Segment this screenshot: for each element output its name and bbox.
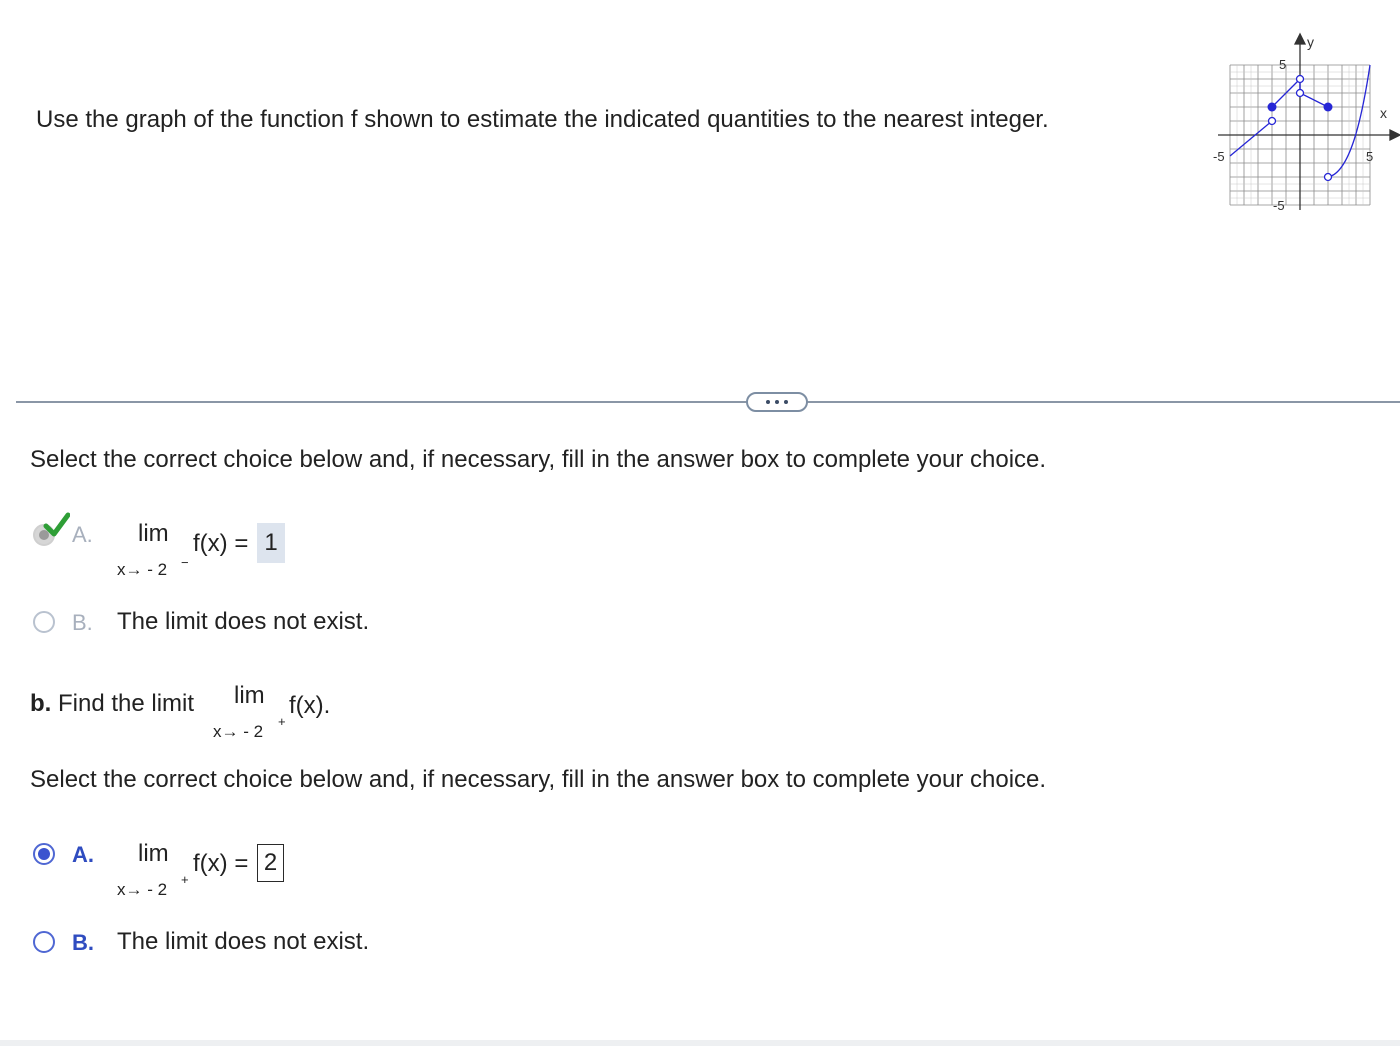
part-a-lim-superscript: − <box>181 555 189 570</box>
part-a-answer-box: 1 <box>257 523 285 563</box>
part-b-heading-lim: lim <box>234 682 265 709</box>
x-tick-left: -5 <box>1213 149 1225 164</box>
correct-check-icon <box>36 512 70 542</box>
part-b-choice-b-text[interactable]: The limit does not exist. <box>117 928 370 955</box>
part-b-heading-lim-subscript: x→ - 2 <box>213 722 264 741</box>
y-axis-arrow-icon <box>1295 34 1305 44</box>
x-axis-label: x <box>1380 105 1387 121</box>
part-a-fx-text: f(x) = <box>193 530 249 557</box>
part-b-lim-superscript: + <box>181 872 189 887</box>
part-b-label: b. <box>30 690 52 717</box>
part-b-lim-subscript: x→ - 2 <box>117 880 168 899</box>
part-b-heading-fx: f(x). <box>289 692 331 719</box>
part-b-prompt: Select the correct choice below and, if necessary, fill in the answer box to complete your choice. <box>30 766 1047 793</box>
y-axis-label: y <box>1307 34 1314 50</box>
bottom-bar <box>0 1040 1400 1046</box>
function-graph[interactable] <box>1210 28 1400 218</box>
part-a-choice-a-letter: A. <box>72 522 93 547</box>
dot-icon <box>775 400 779 404</box>
open-point <box>1325 174 1332 181</box>
y-tick-bottom: -5 <box>1273 198 1285 213</box>
part-b-answer-input[interactable]: 2 <box>257 844 284 882</box>
part-b-choice-b-radio[interactable] <box>33 931 55 953</box>
part-a-lim-subscript: x→ - 2 <box>117 560 168 579</box>
filled-point <box>1268 103 1277 112</box>
open-point <box>1297 90 1304 97</box>
graph-axes <box>1218 34 1400 210</box>
part-b-choice-a-letter: A. <box>72 842 94 867</box>
part-b-fx-text: f(x) = <box>193 850 249 877</box>
part-a-lim: lim <box>138 520 169 547</box>
part-a-choice-b-letter: B. <box>72 610 93 635</box>
part-a-choice-b-radio[interactable] <box>33 611 55 633</box>
part-b-heading-lim-superscript: + <box>278 714 286 729</box>
part-b-label-text: Find the limit <box>58 690 195 717</box>
more-options-button[interactable] <box>746 392 808 412</box>
open-point <box>1269 118 1276 125</box>
x-tick-right: 5 <box>1366 149 1374 164</box>
part-a-prompt: Select the correct choice below and, if necessary, fill in the answer box to complete your choice. <box>30 446 1047 473</box>
part-b-choice-b-letter: B. <box>72 930 94 955</box>
y-tick-top: 5 <box>1279 57 1287 72</box>
dot-icon <box>766 400 770 404</box>
dot-icon <box>784 400 788 404</box>
part-b-heading <box>30 690 194 718</box>
section-divider <box>16 401 1400 403</box>
part-a-choice-b-text[interactable]: The limit does not exist. <box>117 608 370 635</box>
instruction-text: Use the graph of the function f shown to estimate the indicated quantities to the nearest integer. <box>36 106 1049 133</box>
filled-point <box>1324 103 1333 112</box>
x-axis-arrow-icon <box>1390 130 1400 140</box>
part-b-lim: lim <box>138 840 169 867</box>
part-b-choice-a-radio[interactable] <box>33 843 55 865</box>
open-point <box>1297 76 1304 83</box>
